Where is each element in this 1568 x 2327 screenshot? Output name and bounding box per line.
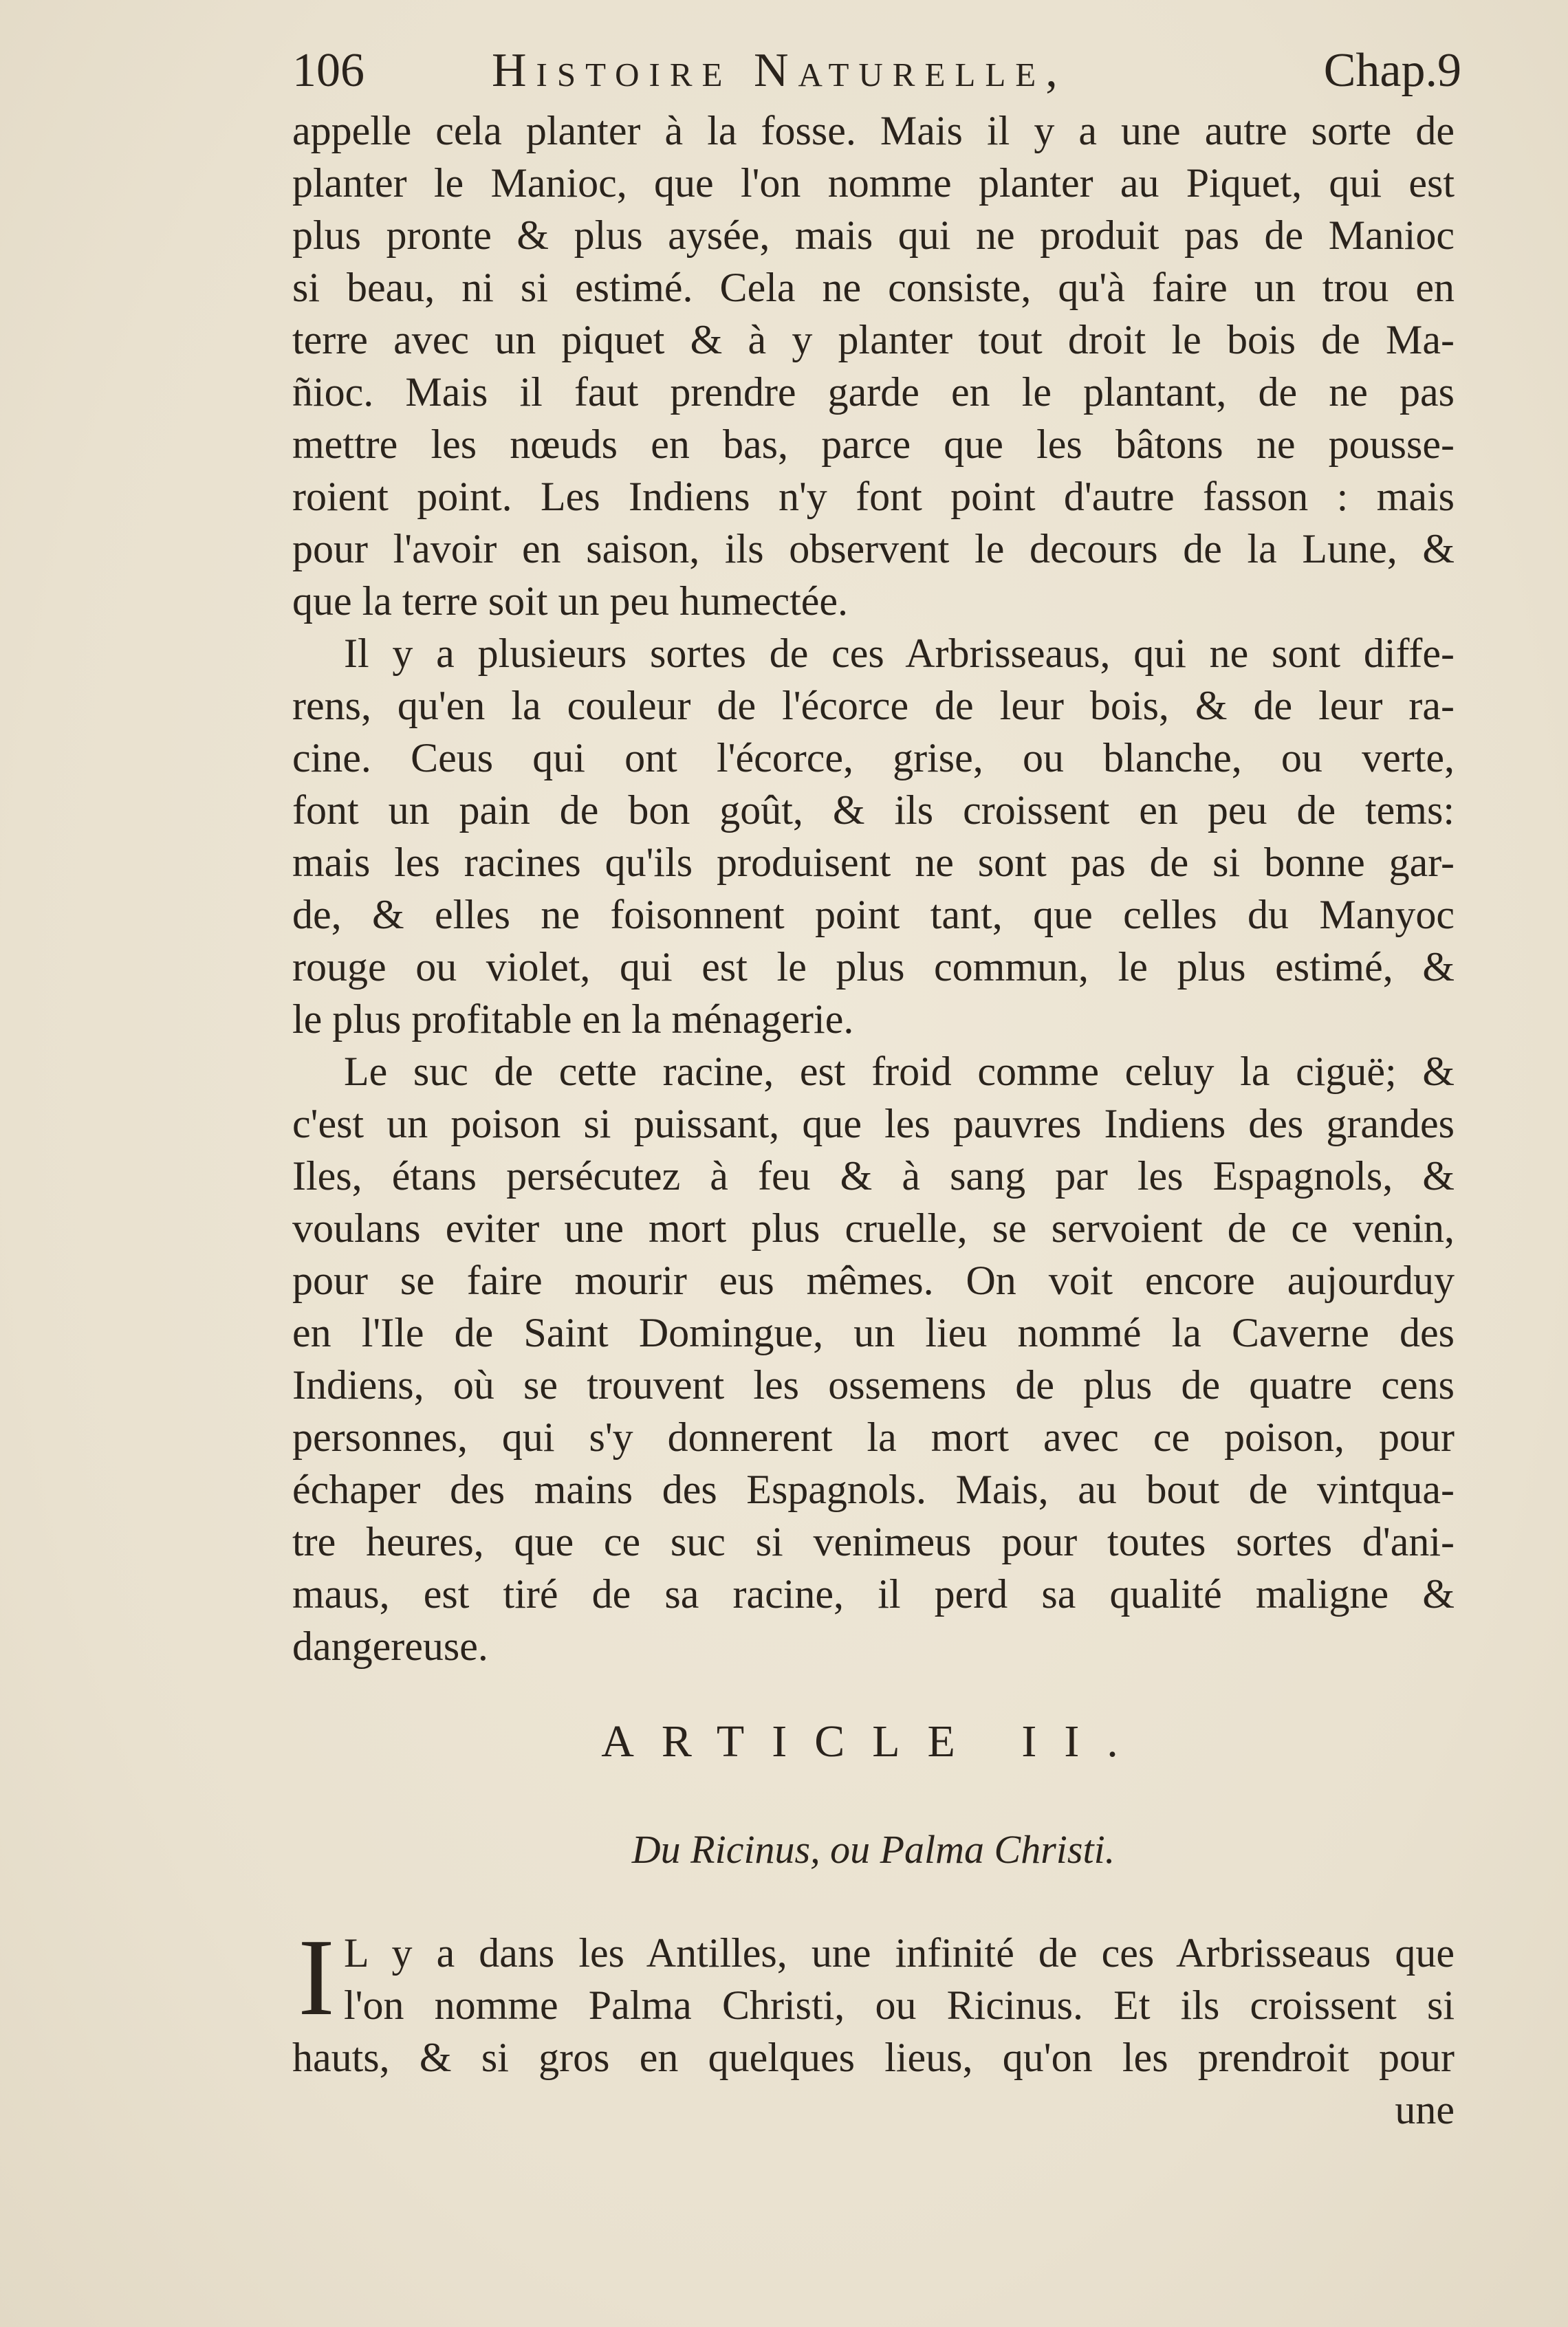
text-line: Il y a plusieurs sortes de ces Arbrisseaus, qui ne sont diffe- [344,631,1455,676]
text-line: rouge ou violet, qui est le plus commun, le plus estimé, & [292,944,1455,990]
text-line: l'on nomme Palma Christi, ou Ricinus. Et ils croissent si [344,1982,1455,2028]
text-line: de, & elles ne foisonnent point tant, que celles du Manyoc [292,892,1455,937]
text-line: Indiens, où se trouvent les ossemens de plus de quatre cens [292,1362,1455,1408]
text-line: le plus profitable en la ménagerie. [292,996,854,1042]
text-line: mettre les nœuds en bas, parce que les bâtons ne pousse- [292,422,1455,467]
text-line: hauts, & si gros en quelques lieus, qu'on les prendroit pour [292,2035,1455,2080]
chapter-label: Chap.9 [1323,44,1461,97]
text-line: pour l'avoir en saison, ils observent le decours de la Lune, & [292,526,1455,571]
text-line: rens, qu'en la couleur de l'écorce de leur bois, & de leur ra- [292,683,1455,728]
text-line: tre heures, que ce suc si venimeus pour toutes sortes d'ani- [292,1519,1455,1564]
text-line: appelle cela planter à la fosse. Mais il y a une autre sorte de [292,108,1455,153]
drop-capital: I [298,1916,335,2038]
text-line: maus, est tiré de sa racine, il perd sa qualité maligne & [292,1571,1455,1617]
text-line: plus pronte & plus aysée, mais qui ne produit pas de Manioc [292,212,1455,258]
text-line: cine. Ceus qui ont l'écorce, grise, ou blanche, ou verte, [292,735,1455,780]
page-number: 106 [292,44,364,97]
catchword: une [1395,2087,1455,2132]
text-line: mais les racines qu'ils produisent ne sont pas de si bonne gar- [292,840,1455,885]
book-title: Histoire Naturelle, [492,44,1067,97]
text-line: pour se faire mourir eus mêmes. On voit encore aujourduy [292,1258,1455,1303]
text-line: dangereuse. [292,1624,488,1669]
text-line: si beau, ni si estimé. Cela ne consiste, qu'à faire un trou en [292,265,1455,310]
article-subtitle: Du Ricinus, ou Palma Christi. [631,1827,1115,1872]
running-head [292,33,1461,109]
text-line: voulans eviter une mort plus cruelle, se servoient de ce venin, [292,1205,1455,1251]
text-line: c'est un poison si puissant, que les pauvres Indiens des grandes [292,1101,1455,1146]
text-line: terre avec un piquet & à y planter tout droit le bois de Ma- [292,317,1455,362]
text-line: L y a dans les Antilles, une infinité de ces Arbrisseaus que [344,1930,1455,1976]
text-line: personnes, qui s'y donnerent la mort avec ce poison, pour [292,1414,1455,1460]
text-line: Le suc de cette racine, est froid comme celuy la ciguë; & [344,1049,1455,1094]
text-line: ñioc. Mais il faut prendre garde en le plantant, de ne pas [292,369,1455,415]
article-heading: ARTICLE II. [601,1716,1146,1767]
text-line: planter le Manioc, que l'on nomme planter au Piquet, qui est [292,160,1455,206]
text-line: que la terre soit un peu humectée. [292,578,849,624]
text-line: échaper des mains des Espagnols. Mais, au bout de vintqua- [292,1467,1455,1512]
text-line: roient point. Les Indiens n'y font point d'autre fasson : mais [292,474,1455,519]
text-line: Iles, étans persécutez à feu & à sang par les Espagnols, & [292,1153,1455,1199]
text-line: en l'Ile de Saint Domingue, un lieu nommé la Caverne des [292,1310,1455,1355]
text-line: font un pain de bon goût, & ils croissent en peu de tems: [292,787,1455,833]
